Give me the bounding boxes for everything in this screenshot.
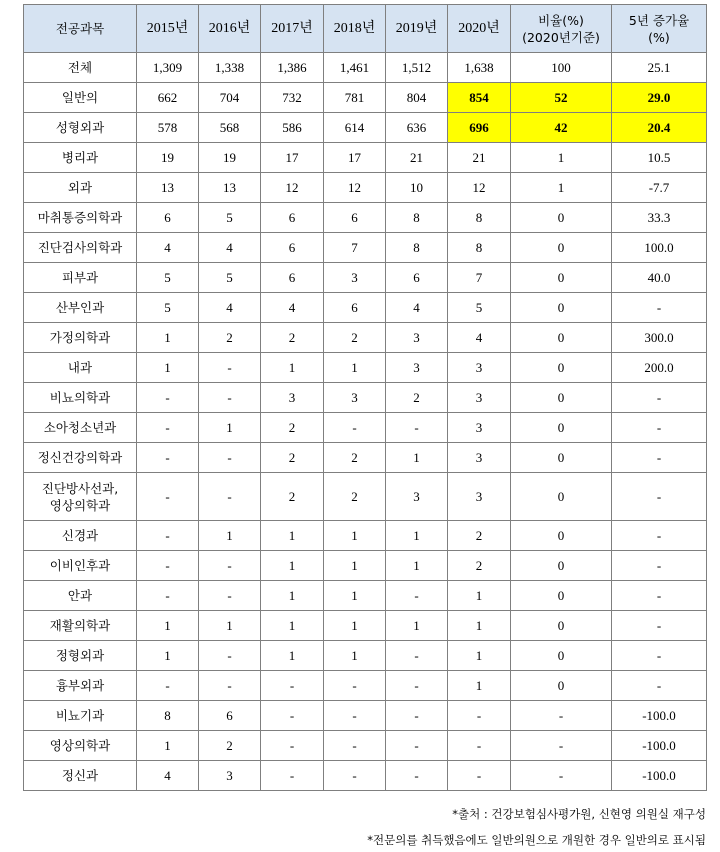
value-cell: 1 xyxy=(448,611,511,641)
row-subject-cell: 진단방사선과, 영상의학과 xyxy=(24,473,137,521)
value-cell: 42 xyxy=(511,113,612,143)
value-cell: - xyxy=(612,671,707,701)
value-cell: 2 xyxy=(261,473,324,521)
value-cell: - xyxy=(511,731,612,761)
value-cell: - xyxy=(261,671,324,701)
value-cell: 5 xyxy=(199,263,261,293)
value-cell: 5 xyxy=(199,203,261,233)
header-subject: 전공과목 xyxy=(24,5,137,53)
value-cell: - xyxy=(324,701,386,731)
value-cell: 1,512 xyxy=(386,53,448,83)
table-row xyxy=(24,611,707,641)
value-cell: - xyxy=(386,581,448,611)
value-cell: 300.0 xyxy=(612,323,707,353)
value-cell: 1 xyxy=(261,551,324,581)
table-row xyxy=(24,413,707,443)
value-cell: - xyxy=(199,581,261,611)
remark-note: *전문의를 취득했음에도 일반의원으로 개원한 경우 일반의로 표시됨 xyxy=(367,833,706,847)
table-row xyxy=(24,581,707,611)
specialty-table-container xyxy=(23,4,707,791)
value-cell: 3 xyxy=(448,383,511,413)
value-cell: 2 xyxy=(324,473,386,521)
value-cell: 1 xyxy=(448,641,511,671)
value-cell: 0 xyxy=(511,611,612,641)
value-cell: 21 xyxy=(448,143,511,173)
value-cell: - xyxy=(612,641,707,671)
value-cell: - xyxy=(199,551,261,581)
value-cell: 0 xyxy=(511,353,612,383)
value-cell: 636 xyxy=(386,113,448,143)
header-col-1: 2015년 xyxy=(137,5,199,53)
value-cell: 4 xyxy=(199,293,261,323)
table-row xyxy=(24,83,707,113)
value-cell: - xyxy=(137,473,199,521)
value-cell: - xyxy=(137,383,199,413)
value-cell: 0 xyxy=(511,203,612,233)
row-subject-cell: 마취통증의학과 xyxy=(24,203,137,233)
value-cell: 5 xyxy=(137,263,199,293)
specialty-clinic-table xyxy=(23,4,707,791)
value-cell: 3 xyxy=(448,353,511,383)
row-subject-cell: 재활의학과 xyxy=(24,611,137,641)
value-cell: - xyxy=(137,581,199,611)
value-cell: -100.0 xyxy=(612,731,707,761)
value-cell: 0 xyxy=(511,581,612,611)
table-row xyxy=(24,143,707,173)
value-cell: 5 xyxy=(448,293,511,323)
value-cell: 1,638 xyxy=(448,53,511,83)
value-cell: 2 xyxy=(448,551,511,581)
value-cell: 1 xyxy=(261,581,324,611)
value-cell: - xyxy=(261,761,324,791)
value-cell: 19 xyxy=(137,143,199,173)
row-subject-cell: 가정의학과 xyxy=(24,323,137,353)
row-subject-cell: 정형외과 xyxy=(24,641,137,671)
header-col-6: 2020년 xyxy=(448,5,511,53)
row-subject-cell: 성형외과 xyxy=(24,113,137,143)
value-cell: 0 xyxy=(511,521,612,551)
value-cell: - xyxy=(612,521,707,551)
table-row xyxy=(24,53,707,83)
value-cell: 2 xyxy=(324,443,386,473)
value-cell: 1 xyxy=(137,731,199,761)
value-cell: - xyxy=(199,443,261,473)
value-cell: 10.5 xyxy=(612,143,707,173)
value-cell: 0 xyxy=(511,323,612,353)
table-row xyxy=(24,383,707,413)
value-cell: 781 xyxy=(324,83,386,113)
value-cell: 6 xyxy=(261,233,324,263)
value-cell: 3 xyxy=(261,383,324,413)
value-cell: - xyxy=(137,413,199,443)
value-cell: 0 xyxy=(511,473,612,521)
row-subject-cell: 피부과 xyxy=(24,263,137,293)
header-col-5: 2019년 xyxy=(386,5,448,53)
value-cell: 1 xyxy=(386,611,448,641)
value-cell: 1,338 xyxy=(199,53,261,83)
value-cell: 17 xyxy=(324,143,386,173)
value-cell: 4 xyxy=(137,761,199,791)
value-cell: 6 xyxy=(199,701,261,731)
value-cell: - xyxy=(199,353,261,383)
table-row xyxy=(24,641,707,671)
header-col-7: 비율(%) (2020년기준) xyxy=(511,5,612,53)
value-cell: 19 xyxy=(199,143,261,173)
value-cell: 3 xyxy=(386,473,448,521)
value-cell: 804 xyxy=(386,83,448,113)
table-row xyxy=(24,443,707,473)
value-cell: - xyxy=(199,383,261,413)
value-cell: 732 xyxy=(261,83,324,113)
value-cell: 6 xyxy=(386,263,448,293)
value-cell: 12 xyxy=(448,173,511,203)
value-cell: - xyxy=(261,701,324,731)
value-cell: - xyxy=(386,671,448,701)
table-row xyxy=(24,521,707,551)
value-cell: 3 xyxy=(448,443,511,473)
value-cell: 1 xyxy=(511,173,612,203)
header-col-4: 2018년 xyxy=(324,5,386,53)
value-cell: 662 xyxy=(137,83,199,113)
value-cell: 0 xyxy=(511,443,612,473)
row-subject-cell: 외과 xyxy=(24,173,137,203)
value-cell: 12 xyxy=(324,173,386,203)
value-cell: 6 xyxy=(261,203,324,233)
value-cell: - xyxy=(448,701,511,731)
value-cell: - xyxy=(612,473,707,521)
value-cell: 1 xyxy=(324,353,386,383)
value-cell: 5 xyxy=(137,293,199,323)
value-cell: - xyxy=(137,671,199,701)
value-cell: 0 xyxy=(511,383,612,413)
row-subject-cell: 일반의 xyxy=(24,83,137,113)
row-subject-cell: 신경과 xyxy=(24,521,137,551)
row-subject-cell: 정신과 xyxy=(24,761,137,791)
value-cell: 0 xyxy=(511,551,612,581)
value-cell: 1 xyxy=(324,521,386,551)
row-subject-cell: 안과 xyxy=(24,581,137,611)
table-row xyxy=(24,293,707,323)
value-cell: - xyxy=(612,413,707,443)
value-cell: 586 xyxy=(261,113,324,143)
value-cell: - xyxy=(199,473,261,521)
value-cell: 3 xyxy=(324,383,386,413)
value-cell: 3 xyxy=(386,353,448,383)
value-cell: 0 xyxy=(511,671,612,701)
value-cell: - xyxy=(612,551,707,581)
value-cell: 614 xyxy=(324,113,386,143)
value-cell: 1 xyxy=(324,551,386,581)
value-cell: - xyxy=(324,413,386,443)
value-cell: - xyxy=(324,671,386,701)
table-row xyxy=(24,203,707,233)
value-cell: 10 xyxy=(386,173,448,203)
value-cell: - xyxy=(612,611,707,641)
header-col-8: 5년 증가율 (%) xyxy=(612,5,707,53)
value-cell: 4 xyxy=(137,233,199,263)
value-cell: 2 xyxy=(261,443,324,473)
table-row xyxy=(24,173,707,203)
value-cell: 29.0 xyxy=(612,83,707,113)
value-cell: - xyxy=(324,761,386,791)
value-cell: 0 xyxy=(511,641,612,671)
value-cell: 1 xyxy=(324,581,386,611)
source-note: *출처 : 건강보험심사평가원, 신현영 의원실 재구성 xyxy=(452,807,706,821)
value-cell: 7 xyxy=(448,263,511,293)
table-row xyxy=(24,323,707,353)
value-cell: 8 xyxy=(448,233,511,263)
value-cell: 704 xyxy=(199,83,261,113)
value-cell: - xyxy=(199,641,261,671)
value-cell: 1 xyxy=(261,641,324,671)
table-row xyxy=(24,263,707,293)
value-cell: 3 xyxy=(386,323,448,353)
value-cell: 1 xyxy=(386,443,448,473)
table-row xyxy=(24,671,707,701)
row-subject-cell: 진단검사의학과 xyxy=(24,233,137,263)
value-cell: 2 xyxy=(386,383,448,413)
value-cell: 578 xyxy=(137,113,199,143)
value-cell: 4 xyxy=(386,293,448,323)
row-subject-cell: 정신건강의학과 xyxy=(24,443,137,473)
value-cell: 1 xyxy=(261,521,324,551)
value-cell: -7.7 xyxy=(612,173,707,203)
table-row xyxy=(24,701,707,731)
header-col-3: 2017년 xyxy=(261,5,324,53)
table-row xyxy=(24,731,707,761)
value-cell: - xyxy=(137,521,199,551)
value-cell: 1 xyxy=(137,323,199,353)
value-cell: 1 xyxy=(324,611,386,641)
value-cell: - xyxy=(386,641,448,671)
value-cell: 854 xyxy=(448,83,511,113)
value-cell: 8 xyxy=(386,233,448,263)
value-cell: 1 xyxy=(386,551,448,581)
table-row xyxy=(24,473,707,521)
value-cell: 40.0 xyxy=(612,263,707,293)
value-cell: - xyxy=(199,671,261,701)
table-row xyxy=(24,113,707,143)
row-subject-cell: 전체 xyxy=(24,53,137,83)
value-cell: 8 xyxy=(386,203,448,233)
value-cell: - xyxy=(612,581,707,611)
value-cell: 0 xyxy=(511,233,612,263)
value-cell: -100.0 xyxy=(612,761,707,791)
table-row xyxy=(24,233,707,263)
row-subject-cell: 비뇨의학과 xyxy=(24,383,137,413)
value-cell: 4 xyxy=(199,233,261,263)
value-cell: 1 xyxy=(199,611,261,641)
value-cell: 13 xyxy=(199,173,261,203)
value-cell: -100.0 xyxy=(612,701,707,731)
value-cell: 6 xyxy=(324,293,386,323)
value-cell: 6 xyxy=(324,203,386,233)
row-subject-cell: 소아청소년과 xyxy=(24,413,137,443)
table-row xyxy=(24,551,707,581)
value-cell: - xyxy=(386,761,448,791)
row-subject-cell: 내과 xyxy=(24,353,137,383)
value-cell: 1 xyxy=(137,611,199,641)
row-subject-cell: 이비인후과 xyxy=(24,551,137,581)
value-cell: 7 xyxy=(324,233,386,263)
value-cell: 568 xyxy=(199,113,261,143)
value-cell: 0 xyxy=(511,413,612,443)
value-cell: 4 xyxy=(448,323,511,353)
value-cell: - xyxy=(448,761,511,791)
value-cell: 2 xyxy=(261,413,324,443)
value-cell: - xyxy=(386,701,448,731)
value-cell: - xyxy=(137,443,199,473)
value-cell: 3 xyxy=(324,263,386,293)
value-cell: 100 xyxy=(511,53,612,83)
value-cell: 1 xyxy=(448,581,511,611)
table-header-row xyxy=(24,5,707,53)
value-cell: 1 xyxy=(199,521,261,551)
value-cell: 1 xyxy=(324,641,386,671)
table-row xyxy=(24,761,707,791)
value-cell: 1,461 xyxy=(324,53,386,83)
value-cell: 2 xyxy=(199,323,261,353)
table-row xyxy=(24,353,707,383)
value-cell: 20.4 xyxy=(612,113,707,143)
value-cell: 1 xyxy=(137,353,199,383)
value-cell: 1 xyxy=(448,671,511,701)
table-body xyxy=(24,53,707,791)
value-cell: 2 xyxy=(199,731,261,761)
row-subject-cell: 흉부외과 xyxy=(24,671,137,701)
value-cell: 3 xyxy=(199,761,261,791)
value-cell: - xyxy=(137,551,199,581)
value-cell: 8 xyxy=(448,203,511,233)
value-cell: 8 xyxy=(137,701,199,731)
value-cell: 200.0 xyxy=(612,353,707,383)
value-cell: 1 xyxy=(511,143,612,173)
value-cell: 3 xyxy=(448,473,511,521)
value-cell: 6 xyxy=(137,203,199,233)
row-subject-cell: 비뇨기과 xyxy=(24,701,137,731)
value-cell: - xyxy=(511,761,612,791)
value-cell: 1 xyxy=(137,641,199,671)
value-cell: 52 xyxy=(511,83,612,113)
value-cell: - xyxy=(448,731,511,761)
header-col-2: 2016년 xyxy=(199,5,261,53)
value-cell: - xyxy=(386,413,448,443)
value-cell: 2 xyxy=(448,521,511,551)
value-cell: 1 xyxy=(199,413,261,443)
value-cell: 100.0 xyxy=(612,233,707,263)
value-cell: - xyxy=(511,701,612,731)
value-cell: 1 xyxy=(261,611,324,641)
value-cell: - xyxy=(324,731,386,761)
value-cell: 0 xyxy=(511,293,612,323)
row-subject-cell: 산부인과 xyxy=(24,293,137,323)
value-cell: 1 xyxy=(261,353,324,383)
value-cell: 696 xyxy=(448,113,511,143)
value-cell: - xyxy=(612,443,707,473)
value-cell: 1,386 xyxy=(261,53,324,83)
value-cell: 21 xyxy=(386,143,448,173)
value-cell: 12 xyxy=(261,173,324,203)
value-cell: 0 xyxy=(511,263,612,293)
value-cell: 33.3 xyxy=(612,203,707,233)
value-cell: 1,309 xyxy=(137,53,199,83)
row-subject-cell: 영상의학과 xyxy=(24,731,137,761)
value-cell: 4 xyxy=(261,293,324,323)
value-cell: - xyxy=(386,731,448,761)
value-cell: 1 xyxy=(386,521,448,551)
value-cell: - xyxy=(612,293,707,323)
value-cell: - xyxy=(261,731,324,761)
value-cell: - xyxy=(612,383,707,413)
value-cell: 17 xyxy=(261,143,324,173)
value-cell: 2 xyxy=(324,323,386,353)
value-cell: 13 xyxy=(137,173,199,203)
value-cell: 6 xyxy=(261,263,324,293)
value-cell: 3 xyxy=(448,413,511,443)
value-cell: 25.1 xyxy=(612,53,707,83)
row-subject-cell: 병리과 xyxy=(24,143,137,173)
value-cell: 2 xyxy=(261,323,324,353)
